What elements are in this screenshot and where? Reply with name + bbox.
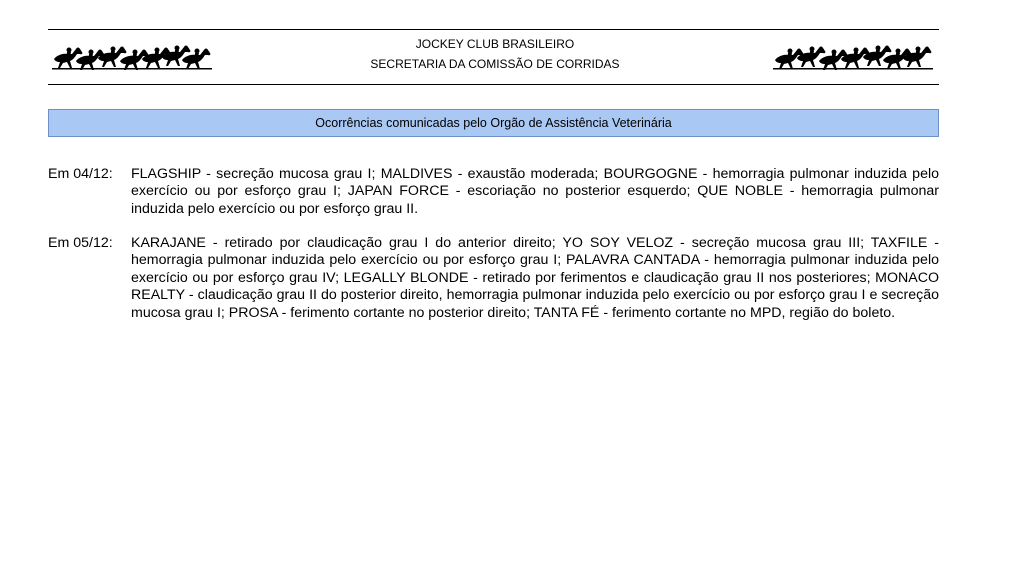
occurrence-entry [48, 166, 939, 218]
page-crop-mask [0, 358, 1024, 579]
entry-text: FLAGSHIP - secreção mucosa grau I; MALDIVES - exaustão moderada; BOURGOGNE - hemorragia pulmonar induzida pelo exercício ou por esforço grau I; JAPAN FORCE - escoriação no posterior esquerdo; QUE NOBLE - hemorragia pulmonar induzida pelo exercício ou por esforço grau II. [131, 166, 939, 217]
entry-date: Em 04/12: [48, 166, 113, 182]
entry-date: Em 05/12: [48, 235, 113, 251]
org-name: JOCKEY CLUB BRASILEIRO [415, 37, 575, 51]
entry-text: KARAJANE - retirado por claudicação grau I do anterior direito; YO SOY VELOZ - secreção mucosa grau III; TAXFILE - hemorragia pulmonar induzida pelo exercício ou por esforço grau I; PALAVRA CANTADA - hemorragia pulmonar induzida pelo exercício ou por esforço grau IV; LEGALLY BLONDE - retirado por ferimentos e claudicação grau II nos posteriores; MONACO REALTY - claudicação grau II do posterior direito, hemorragia pulmonar induzida pelo exercício ou por esforço grau I e secreção mucosa grau I; PROSA - ferimento cortante no posterior direito; TANTA FÉ - ferimento cortante no MPD, região do boleto. [131, 235, 939, 321]
section-banner: Ocorrências comunicadas pelo Orgão de Assistência Veterinária [48, 109, 939, 137]
department-name: SECRETARIA DA COMISSÃO DE CORRIDAS [370, 57, 620, 71]
racehorses-logo-right [773, 41, 935, 73]
header-bottom-rule [48, 84, 939, 85]
header-top-rule [48, 29, 939, 30]
occurrence-entry [48, 235, 939, 322]
racehorses-logo-left [52, 41, 214, 73]
header-title-block [250, 34, 740, 74]
